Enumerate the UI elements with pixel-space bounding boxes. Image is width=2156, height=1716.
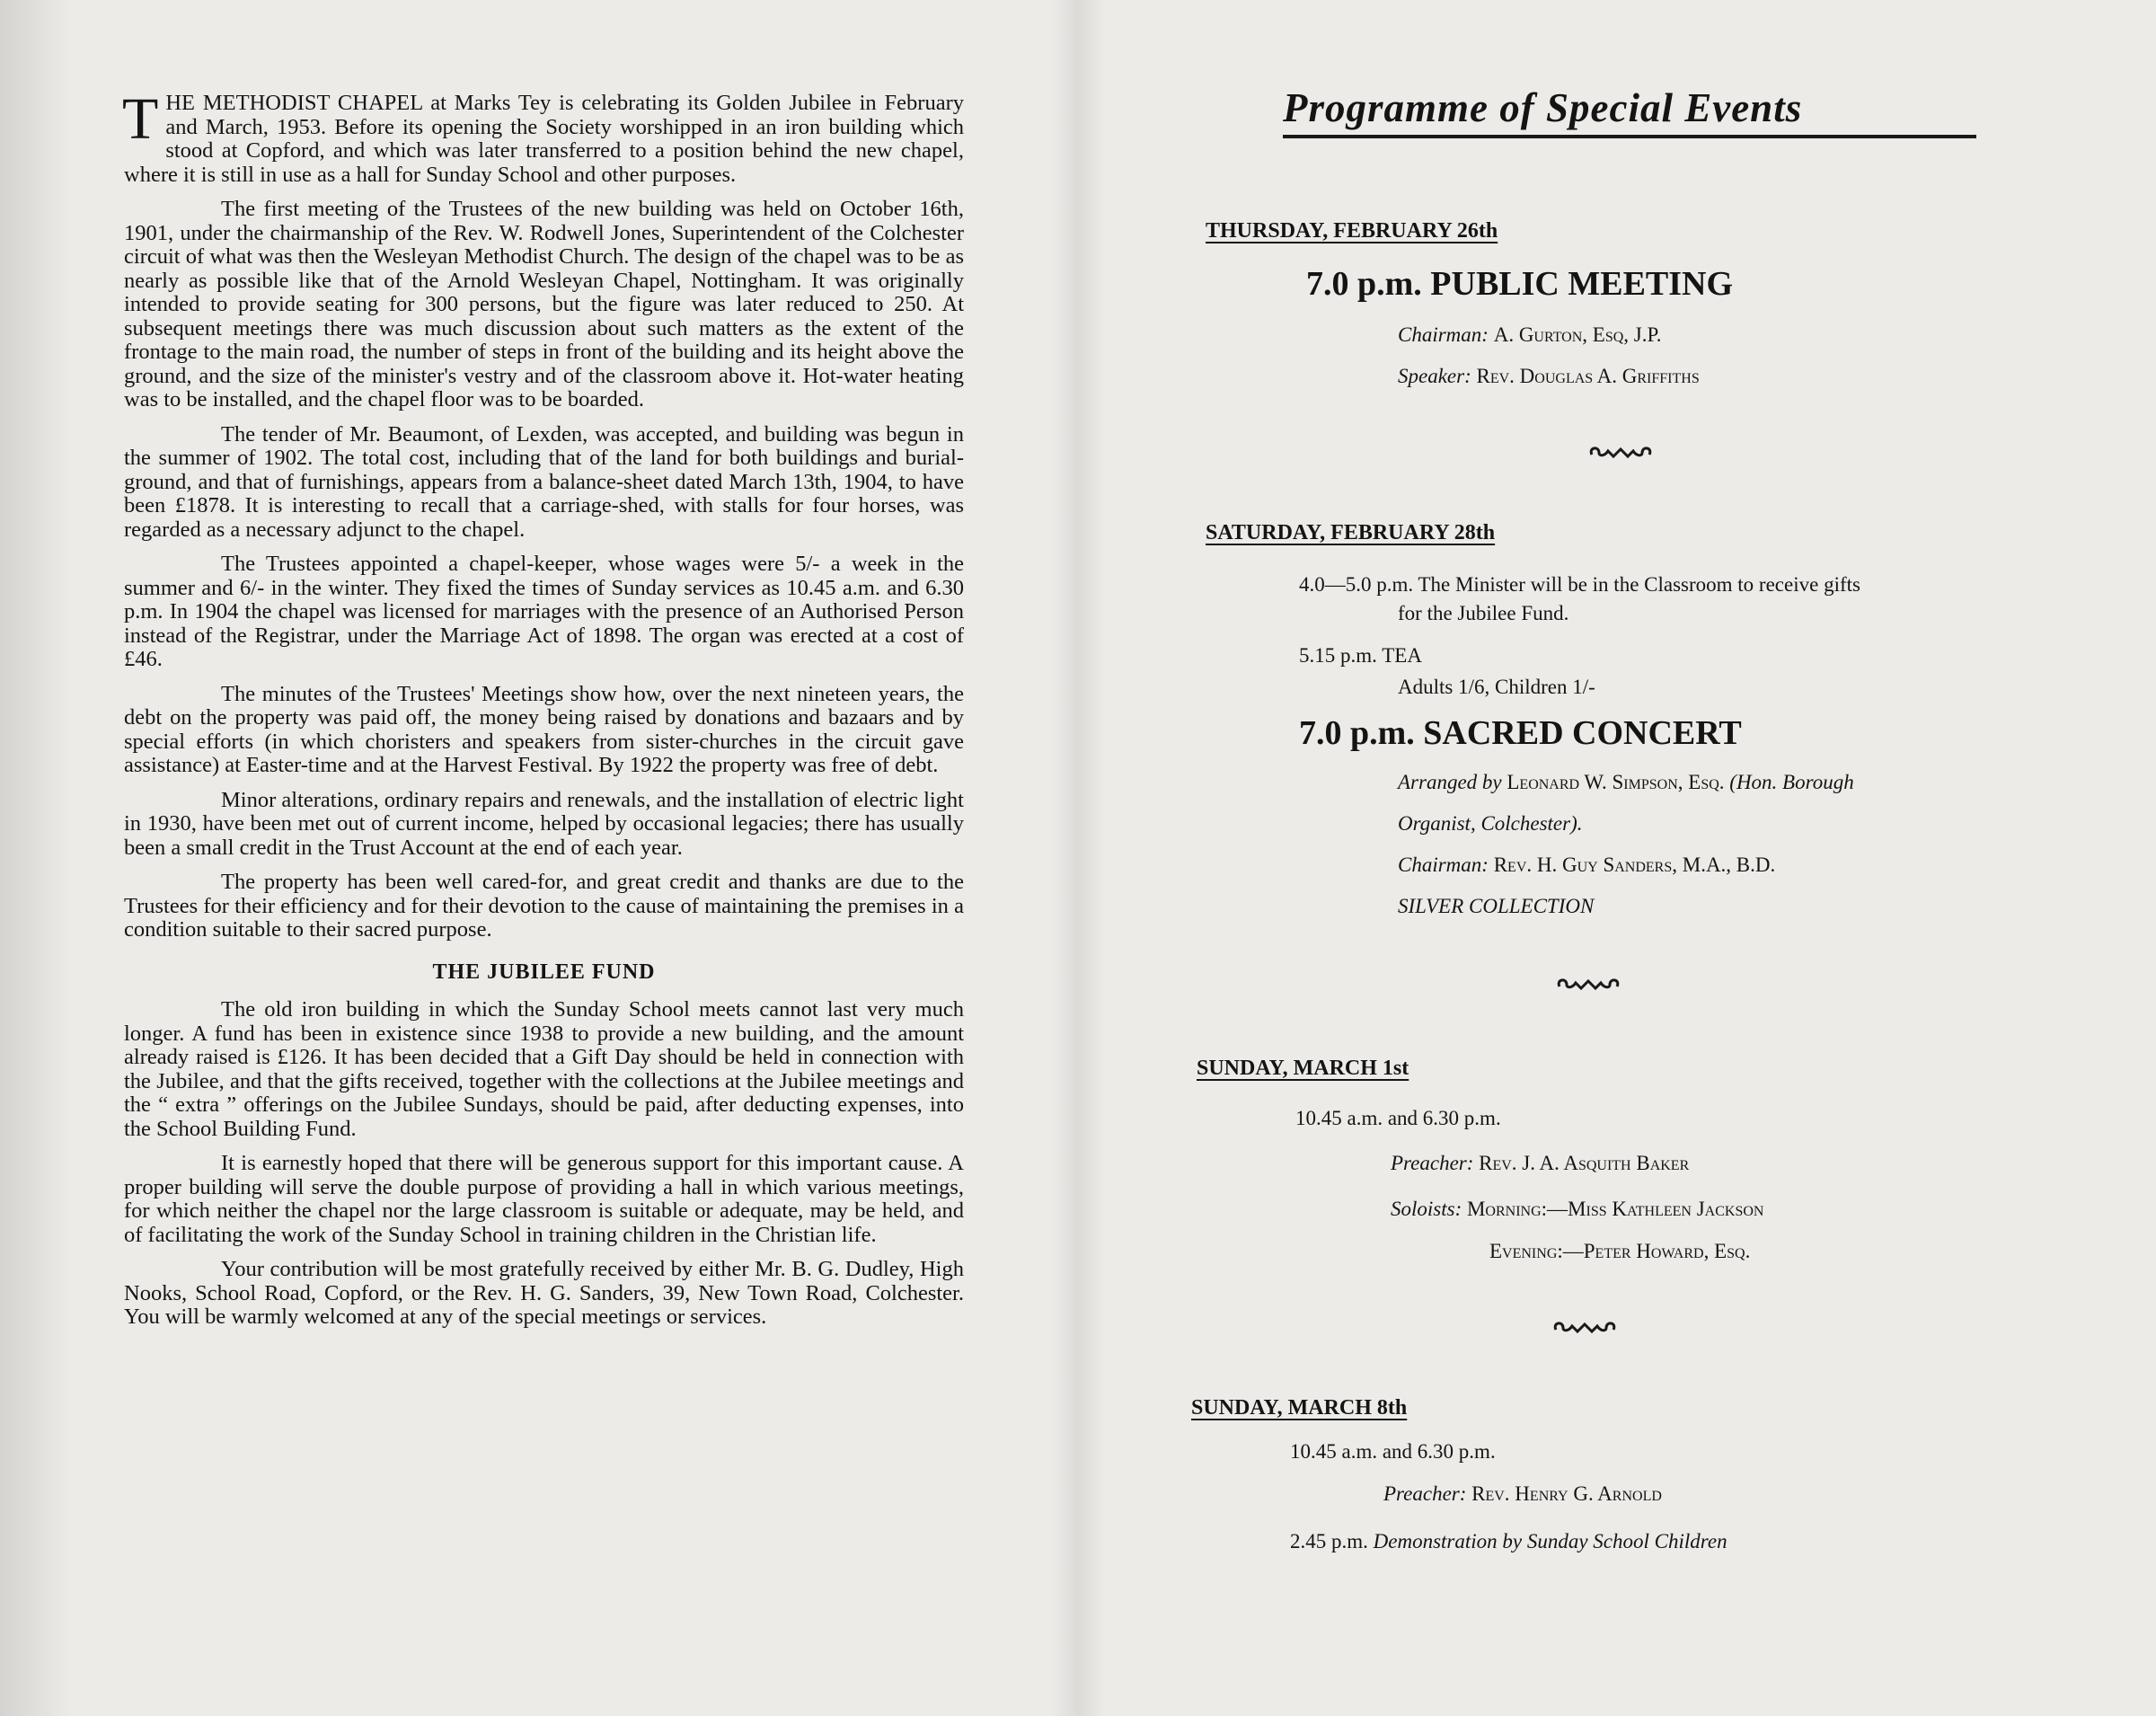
tea-prices: Adults 1/6, Children 1/-: [1398, 676, 1595, 698]
page-shadow: [0, 0, 72, 1716]
fund-paragraph: The old iron building in which the Sunday School meets cannot last very much longer. A fund has been in existence since 1938 to provide a new building, and the amount already raised is £126. It has been decided that a Gift Day should be held in connection with the Jubilee, and that the gifts received, together with the collections at the Jubilee meetings and the “ extra ” offerings on the Jubilee Sundays, should be paid, after deducting expenses, into the School Building Fund.: [124, 997, 964, 1141]
march8-heading: SUNDAY, MARCH 8th: [1191, 1396, 1408, 1420]
programme-title: Programme of Special Events: [1283, 85, 1803, 130]
history-paragraph: Minor alterations, ordinary repairs and renewals, and the installation of electric light in 1930, have been met out of current income, helped by occasional legacies; there has usually been a small credit in the Trust Account at the end of each year.: [124, 787, 964, 860]
programme-page: [1191, 0, 2093, 1716]
silver-collection: SILVER COLLECTION: [1398, 895, 1595, 917]
intro-paragraph: THE METHODIST CHAPEL at Marks Tey is celebrating its Golden Jubilee in February and March, 1953. Before its opening the Society worshipped in an iron building which stood at Copford, and which was later transferred to a position behind the new chapel, where it is still in use as a hall for Sunday School and other purposes.: [122, 86, 964, 187]
thursday-speaker: Speaker: Rev. Douglas A. Griffiths: [1398, 365, 1700, 387]
march1-preacher: Preacher: Rev. J. A. Asquith Baker: [1391, 1152, 1690, 1174]
thursday-heading: THURSDAY, FEBRUARY 26th: [1206, 219, 1498, 243]
tea-line: 5.15 p.m. TEA: [1299, 644, 1422, 667]
history-paragraph: The Trustees appointed a chapel-keeper, whose wages were 5/- a week in the summer and 6/- in the winter. They fixed the times of Sunday services as 10.45 a.m. and 6.30 p.m. In 1904 the chapel was licensed for marriages with the presence of an Authorised Person instead of the Registrar, under the Marriage Act of 1898. The organ was erected at a cost of £46.: [124, 552, 964, 671]
march1-soloists: Soloists: Morning:—Miss Kathleen Jackson: [1391, 1198, 1764, 1220]
march8-times: 10.45 a.m. and 6.30 p.m.: [1290, 1440, 1496, 1463]
history-paragraph: The property has been well cared-for, and great credit and thanks are due to the Trustees for their efficiency and for their devotion to the cause of maintaining the premises in a condition suitable to their sacred purpose.: [124, 870, 964, 942]
history-paragraph: The tender of Mr. Beaumont, of Lexden, was accepted, and building was begun in the summer of 1902. The total cost, including that of the land for both buildings and burial-ground, and that of furnishings, appears from a balance-sheet dated March 13th, 1904, to have been £1878. It is interesting to recall that a carriage-shed, with stalls for four horses, was regarded as a necessary adjunct to the chapel.: [124, 421, 964, 542]
gifts-line: 4.0—5.0 p.m. The Minister will be in the Classroom to receive gifts: [1299, 573, 1860, 596]
history-page: [122, 86, 964, 1340]
public-meeting-title: 7.0 p.m. PUBLIC MEETING: [1306, 265, 1734, 303]
center-fold: [1051, 0, 1105, 1716]
scroll-ornament-icon: [1586, 442, 1655, 462]
drop-cap: T: [122, 86, 159, 152]
jubilee-fund-heading: THE JUBILEE FUND: [432, 960, 656, 984]
gifts-line-cont: for the Jubilee Fund.: [1398, 602, 1569, 624]
scroll-ornament-icon: [1554, 974, 1622, 994]
concert-arranged-by: Arranged by Leonard W. Simpson, Esq. (Hon. Borough: [1398, 771, 1854, 793]
march8-preacher: Preacher: Rev. Henry G. Arnold: [1383, 1482, 1662, 1505]
fund-paragraph: Your contribution will be most gratefully received by either Mr. B. G. Dudley, High Nooks, School Road, Copford, or the Rev. H. G. Sanders, 39, New Town Road, Colchester. You will be warmly welcomed at any of the special meetings or services.: [124, 1257, 964, 1329]
fund-paragraph: It is earnestly hoped that there will be generous support for this important cause. A proper building will serve the double purpose of providing a hall in which various meetings, for which neither the chapel nor the large classroom is suitable or adequate, may be held, and of facilitating the work of the Sunday School in training children in the Christian life.: [124, 1151, 964, 1247]
march8-demonstration: 2.45 p.m. Demonstration by Sunday School Children: [1290, 1530, 1727, 1552]
concert-arranged-note: Organist, Colchester).: [1398, 812, 1583, 835]
history-paragraph: The first meeting of the Trustees of the new building was held on October 16th, 1901, under the chairmanship of the Rev. W. Rodwell Jones, Superintendent of the Colchester circuit of what was then the Wesleyan Methodist Church. The design of the chapel was to be as nearly as possible like that of the Arnold Wesleyan Chapel, Nottingham. It was originally intended to provide seating for 300 persons, but the figure was later reduced to 250. At subsequent meetings there was much discussion about such matters as the extent of the frontage to the main road, the number of steps in front of the building and its height above the ground, and the size of the minister's vestry and of the classroom above it. Hot-water heating was to be installed, and the chapel floor was to be boarded.: [124, 197, 964, 411]
march1-heading: SUNDAY, MARCH 1st: [1197, 1057, 1409, 1080]
saturday-heading: SATURDAY, FEBRUARY 28th: [1206, 521, 1496, 544]
march1-evening-soloist: Evening:—Peter Howard, Esq.: [1489, 1240, 1751, 1262]
thursday-chairman: Chairman: A. Gurton, Esq, J.P.: [1398, 323, 1662, 346]
saturday-chairman: Chairman: Rev. H. Guy Sanders, M.A., B.D.: [1398, 854, 1776, 876]
scroll-ornament-icon: [1551, 1317, 1619, 1337]
history-paragraph: The minutes of the Trustees' Meetings show how, over the next nineteen years, the debt on the property was paid off, the money being raised by donations and bazaars and by special efforts (in which choristers and speakers from sister-churches in the circuit gave assistance) at Easter-time and at the Harvest Festival. By 1922 the property was free of debt.: [124, 681, 964, 777]
march1-times: 10.45 a.m. and 6.30 p.m.: [1295, 1107, 1501, 1129]
title-underline: [1283, 135, 1976, 138]
sacred-concert-title: 7.0 p.m. SACRED CONCERT: [1299, 714, 1742, 752]
